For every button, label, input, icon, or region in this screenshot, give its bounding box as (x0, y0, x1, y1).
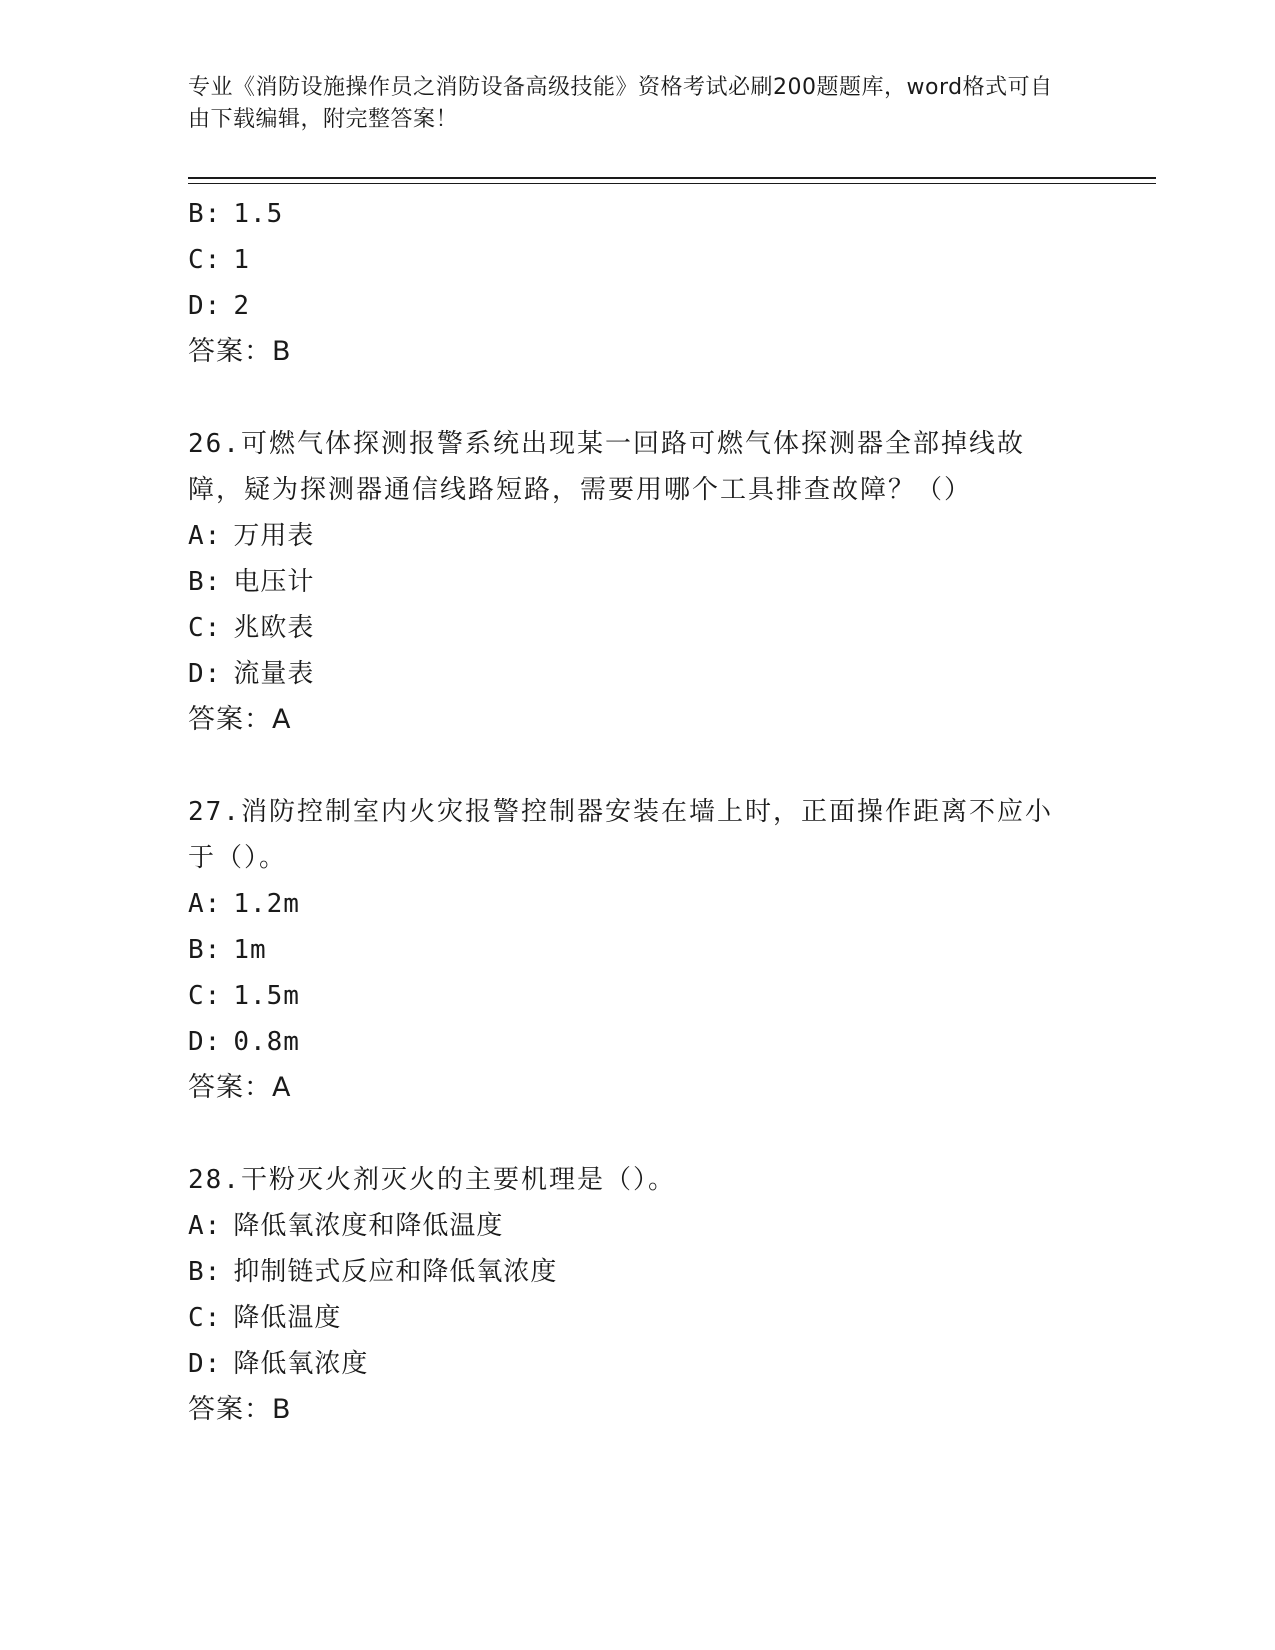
answer-line: 答案：A (188, 1072, 292, 1103)
option-c: C: 兆欧表 (188, 613, 315, 643)
question-28 (188, 1157, 1088, 1433)
option-b: B: 1.5 (188, 199, 284, 229)
prev-question-tail (188, 191, 1088, 375)
question-stem: 26.可燃气体探测报警系统出现某一回路可燃气体探测器全部掉线故障，疑为探测器通信线路短路，需要用哪个工具排查故障？（） (188, 429, 1025, 505)
page-header: 专业《消防设施操作员之消防设备高级技能》资格考试必刷200题题库，word格式可自由下载编辑，附完整答案！ (188, 75, 1053, 132)
answer-line: 答案：B (188, 336, 292, 367)
option-b: B: 抑制链式反应和降低氧浓度 (188, 1257, 558, 1287)
option-a: A: 1.2m (188, 889, 300, 919)
option-d: D: 流量表 (188, 659, 315, 689)
option-d: D: 0.8m (188, 1027, 300, 1057)
option-b: B: 1m (188, 935, 267, 965)
question-26 (188, 421, 1088, 743)
option-d: D: 降低氧浓度 (188, 1349, 369, 1379)
answer-line: 答案：B (188, 1394, 292, 1425)
option-d: D: 2 (188, 291, 250, 321)
question-stem: 28.干粉灭火剂灭火的主要机理是（）。 (188, 1165, 676, 1195)
option-c: C: 1 (188, 245, 250, 275)
option-c: C: 1.5m (188, 981, 300, 1011)
question-stem: 27.消防控制室内火灾报警控制器安装在墙上时，正面操作距离不应小于（）。 (188, 797, 1053, 873)
answer-line: 答案：A (188, 704, 292, 735)
option-c: C: 降低温度 (188, 1303, 342, 1333)
option-a: A: 降低氧浓度和降低温度 (188, 1211, 504, 1241)
option-b: B: 电压计 (188, 567, 315, 597)
header-rule-thick (188, 177, 1156, 179)
header-rule-thin (188, 183, 1156, 184)
option-a: A: 万用表 (188, 521, 315, 551)
document-body (188, 191, 1088, 1433)
question-27 (188, 789, 1088, 1111)
